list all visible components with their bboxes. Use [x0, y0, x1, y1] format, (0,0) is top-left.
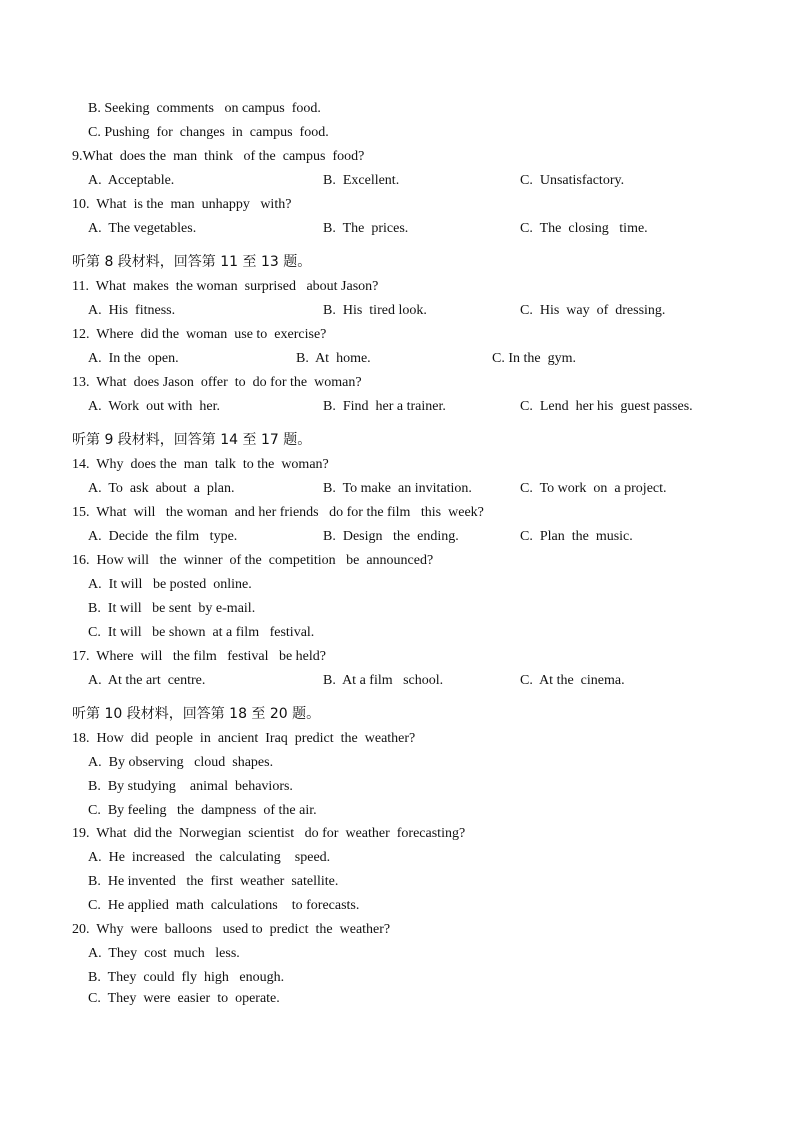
- q16-option-c: C. It will be shown at a film festival.: [88, 625, 315, 640]
- q11-option-b: B. His tired look.: [323, 303, 427, 318]
- q9-option-a: A. Acceptable.: [88, 173, 175, 188]
- q13-option-a: A. Work out with her.: [88, 399, 220, 414]
- q11-question: 11. What makes the woman surprised about Jason?: [72, 279, 379, 294]
- q11-option-c: C. His way of dressing.: [520, 303, 666, 318]
- q13-question: 13. What does Jason offer to do for the woman?: [72, 375, 362, 390]
- q8-option-b: B. Seeking comments on campus food.: [88, 101, 321, 116]
- q17-question: 17. Where will the film festival be held?: [72, 649, 327, 664]
- q17-option-a: A. At the art centre.: [88, 673, 206, 688]
- q19-option-c: C. He applied math calculations to forecasts.: [88, 898, 360, 913]
- q9-question: 9.What does the man think of the campus food?: [72, 149, 365, 164]
- q15-option-c: C. Plan the music.: [520, 529, 633, 544]
- q9-option-c: C. Unsatisfactory.: [520, 173, 625, 188]
- q15-option-a: A. Decide the film type.: [88, 529, 238, 544]
- q18-option-c: C. By feeling the dampness of the air.: [88, 803, 317, 818]
- q17-option-c: C. At the cinema.: [520, 673, 625, 688]
- q18-option-a: A. By observing cloud shapes.: [88, 755, 274, 770]
- q14-option-b: B. To make an invitation.: [323, 481, 472, 496]
- q17-option-b: B. At a film school.: [323, 673, 444, 688]
- q16-question: 16. How will the winner of the competition be announced?: [72, 553, 434, 568]
- q10-option-a: A. The vegetables.: [88, 221, 197, 236]
- q8-option-c: C. Pushing for changes in campus food.: [88, 125, 329, 140]
- q19-option-a: A. He increased the calculating speed.: [88, 850, 331, 865]
- section-heading-9: 听第 9 段材料，回答第 14 至 17 题。: [72, 432, 312, 448]
- q18-question: 18. How did people in ancient Iraq predict the weather?: [72, 731, 416, 746]
- q16-option-a: A. It will be posted online.: [88, 577, 252, 592]
- q9-option-b: B. Excellent.: [323, 173, 400, 188]
- q14-option-c: C. To work on a project.: [520, 481, 667, 496]
- q11-option-a: A. His fitness.: [88, 303, 176, 318]
- q14-question: 14. Why does the man talk to the woman?: [72, 457, 329, 472]
- q10-question: 10. What is the man unhappy with?: [72, 197, 292, 212]
- q15-question: 15. What will the woman and her friends do for the film this week?: [72, 505, 484, 520]
- q13-option-b: B. Find her a trainer.: [323, 399, 446, 414]
- q12-option-b: B. At home.: [296, 351, 371, 366]
- q13-option-c: C. Lend her his guest passes.: [520, 399, 693, 414]
- section-heading-8: 听第 8 段材料，回答第 11 至 13 题。: [72, 254, 312, 270]
- q20-option-b: B. They could fly high enough.: [88, 970, 285, 985]
- q18-option-b: B. By studying animal behaviors.: [88, 779, 293, 794]
- q20-option-c: C. They were easier to operate.: [88, 991, 280, 1006]
- q10-option-c: C. The closing time.: [520, 221, 648, 236]
- q20-question: 20. Why were balloons used to predict the weather?: [72, 922, 391, 937]
- q14-option-a: A. To ask about a plan.: [88, 481, 235, 496]
- q20-option-a: A. They cost much less.: [88, 946, 240, 961]
- q12-option-c: C. In the gym.: [492, 351, 576, 366]
- q10-option-b: B. The prices.: [323, 221, 409, 236]
- q12-question: 12. Where did the woman use to exercise?: [72, 327, 327, 342]
- q16-option-b: B. It will be sent by e-mail.: [88, 601, 256, 616]
- q15-option-b: B. Design the ending.: [323, 529, 459, 544]
- section-heading-10: 听第 10 段材料，回答第 18 至 20 题。: [72, 706, 321, 722]
- q19-question: 19. What did the Norwegian scientist do for weather forecasting?: [72, 826, 466, 841]
- q19-option-b: B. He invented the first weather satellite.: [88, 874, 339, 889]
- q12-option-a: A. In the open.: [88, 351, 179, 366]
